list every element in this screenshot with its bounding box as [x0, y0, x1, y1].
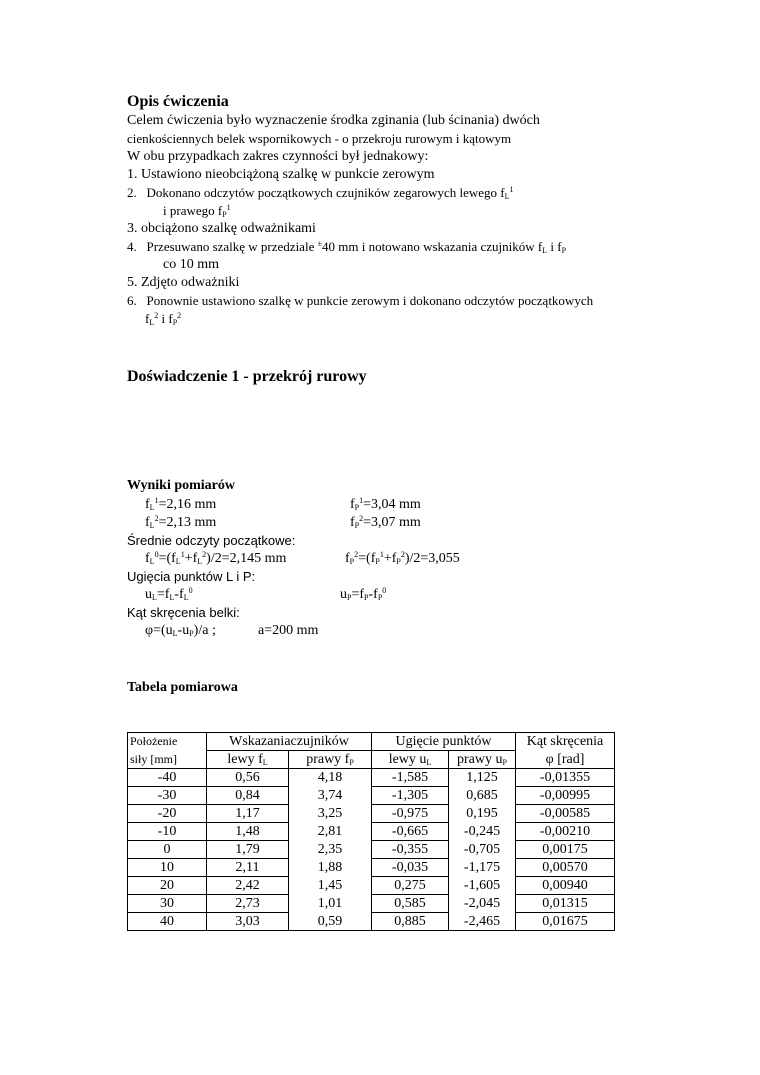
sup-2: 2	[359, 514, 364, 523]
sub-P: P	[364, 593, 369, 602]
fL1-number: =2,16 mm	[158, 497, 217, 512]
measurement-table	[127, 732, 615, 931]
sup-1: 1	[180, 550, 185, 559]
header-position-2: siły [mm]	[128, 751, 207, 769]
sub-L: L	[149, 557, 155, 566]
u-symbol: u	[182, 623, 190, 638]
cell-lewy-f: 1,48	[207, 823, 289, 841]
f-symbol: f	[145, 515, 150, 530]
sub-L: L	[197, 557, 203, 566]
cell-kat: -0,01355	[516, 769, 615, 787]
sup-2: 2	[202, 550, 207, 559]
f-symbol: f	[192, 551, 198, 566]
step-6-cont-text: i f	[158, 311, 173, 326]
table-row	[128, 913, 615, 931]
fP0-number: /2=3,055	[409, 551, 460, 566]
table-row	[128, 805, 615, 823]
step-2-cont-text: i prawego f	[163, 203, 223, 218]
sub-L: L	[504, 192, 510, 201]
header-lewy-u	[372, 751, 449, 769]
intro-line-1: Celem ćwiczenia było wyznaczenie środka zginania (lub ścinania) dwóch	[127, 113, 540, 128]
step-2-text: Dokonano odczytów początkowych czujników zegarowych lewego f	[146, 185, 505, 200]
sub-L: L	[426, 758, 432, 767]
plus-minus: ±	[317, 239, 322, 248]
f-symbol: f	[171, 551, 176, 566]
cell-position: -20	[128, 805, 207, 823]
fL0-formula: $f_L^0=(f_L^1+f_L^2)/2=2,145$ mm	[145, 550, 287, 566]
sub-P: P	[502, 758, 507, 767]
fL2-number: =2,13 mm	[158, 515, 217, 530]
cell-prawy-f: 1,88	[289, 859, 372, 877]
sup-1: 1	[359, 496, 364, 505]
section-title-exp1: Doświadczenie 1 - przekrój rurowy	[127, 368, 367, 385]
header-prawy-u	[449, 751, 516, 769]
f-symbol: f	[350, 497, 355, 512]
cell-kat: -0,00210	[516, 823, 615, 841]
table-row	[128, 859, 615, 877]
fP2-value	[350, 514, 421, 532]
cell-prawy-f: 1,45	[289, 877, 372, 895]
header-kat: Kąt skręcenia	[516, 733, 615, 751]
cell-lewy-u: -1,305	[372, 787, 449, 805]
section-title-tabela: Tabela pomiarowa	[127, 680, 238, 695]
cell-prawy-f: 2,81	[289, 823, 372, 841]
step-6-number: 6.	[127, 293, 137, 308]
step-4-text: Przesuwano szalkę w przedziale	[146, 239, 318, 254]
a-value: a=200 mm	[258, 623, 319, 638]
step-2	[127, 184, 514, 202]
sub-L: L	[172, 629, 178, 638]
fP1-value	[350, 496, 421, 514]
cell-prawy-u: 1,125	[449, 769, 516, 787]
cell-prawy-u: -0,705	[449, 841, 516, 859]
cell-position: 10	[128, 859, 207, 877]
sub-P: P	[396, 557, 401, 566]
sup-1: 1	[379, 550, 384, 559]
section-title-wyniki: Wyniki pomiarów	[127, 478, 235, 493]
header-lewy-f-text: lewy f	[227, 752, 263, 767]
cell-position: -40	[128, 769, 207, 787]
sub-L: L	[149, 521, 155, 530]
sup-0: 0	[382, 586, 387, 595]
step-4-cont: co 10 mm	[163, 257, 219, 272]
header-prawy-u-text: prawy u	[457, 752, 503, 767]
header-lewy-f	[207, 751, 289, 769]
step-2-number: 2.	[127, 185, 137, 200]
cell-lewy-u: -0,355	[372, 841, 449, 859]
cell-kat: -0,00995	[516, 787, 615, 805]
cell-lewy-u: -0,975	[372, 805, 449, 823]
fP0-formula: $f_P^2=(f_P^1+f_P^2)/2=3,055$	[345, 550, 460, 566]
step-2-cont	[163, 202, 231, 220]
f-symbol: f	[164, 587, 170, 602]
cell-kat: 0,01675	[516, 913, 615, 931]
cell-lewy-u: 0,885	[372, 913, 449, 931]
step-4	[127, 238, 566, 256]
cell-prawy-f: 4,18	[289, 769, 372, 787]
sub-P: P	[349, 557, 355, 566]
sub-L: L	[262, 758, 268, 767]
cell-prawy-f: 2,35	[289, 841, 372, 859]
cell-lewy-f: 2,42	[207, 877, 289, 895]
step-1: 1. Ustawiono nieobciążoną szalkę w punkcie zerowym	[127, 167, 435, 182]
cell-prawy-f: 3,74	[289, 787, 372, 805]
step-4-text-2: 40 mm i notowano wskazania czujników f	[321, 239, 543, 254]
step-6	[127, 292, 593, 310]
sub-P: P	[377, 593, 383, 602]
cell-kat: 0,01315	[516, 895, 615, 913]
sup-2: 2	[354, 550, 359, 559]
cell-kat: 0,00570	[516, 859, 615, 877]
f-symbol: f	[391, 551, 397, 566]
cell-prawy-u: 0,685	[449, 787, 516, 805]
intro-line-3: W obu przypadkach zakres czynności był jednakowy:	[127, 149, 429, 164]
cell-lewy-u: 0,275	[372, 877, 449, 895]
step-6-text: Ponownie ustawiono szalkę w punkcie zerowym i dokonano odczytów początkowych	[146, 293, 594, 308]
cell-position: 30	[128, 895, 207, 913]
phi-symbol: φ	[145, 623, 154, 638]
table-row	[128, 787, 615, 805]
cell-lewy-f: 1,17	[207, 805, 289, 823]
cell-position: 20	[128, 877, 207, 895]
cell-lewy-f: 2,11	[207, 859, 289, 877]
cell-prawy-f: 1,01	[289, 895, 372, 913]
step-4-text-3: i f	[547, 239, 562, 254]
phi-formula: $\varphi=(u_L-u_P)/a$ ;	[145, 623, 216, 638]
uL-formula: $u_L=f_L-f_L^0$	[145, 586, 193, 602]
step-5: 5. Zdjęto odważniki	[127, 275, 240, 290]
step-3: 3. obciążono szalkę odważnikami	[127, 221, 316, 236]
fP1-number: =3,04 mm	[363, 497, 421, 512]
table-row	[128, 841, 615, 859]
intro-line-2: cienkościennych belek wspornikowych - o przekroju rurowym i kątowym	[127, 131, 512, 146]
table-row	[128, 823, 615, 841]
sub-L: L	[149, 318, 155, 327]
cell-lewy-u: -0,035	[372, 859, 449, 877]
header-wskazania: Wskazaniaczujników	[207, 733, 372, 751]
sub-L: L	[152, 593, 157, 602]
f-symbol: f	[359, 587, 365, 602]
header-ugiecie: Ugięcie punktów	[372, 733, 516, 751]
header-prawy-f-text: prawy f	[306, 752, 350, 767]
cell-lewy-f: 3,03	[207, 913, 289, 931]
fL0-number: /2=2,145 mm	[210, 551, 287, 566]
u-symbol: u	[165, 623, 173, 638]
kat-label: Kąt skręcenia belki:	[127, 605, 240, 620]
table-row	[128, 877, 615, 895]
cell-lewy-f: 0,56	[207, 769, 289, 787]
cell-position: 40	[128, 913, 207, 931]
sub-P: P	[354, 503, 360, 512]
sub-P: P	[349, 758, 354, 767]
u-symbol: u	[145, 587, 152, 602]
cell-prawy-u: -1,605	[449, 877, 516, 895]
sub-P: P	[189, 629, 194, 638]
sub-P: P	[172, 318, 178, 327]
srednie-label: Średnie odczyty początkowe:	[127, 533, 296, 548]
sup-0: 0	[188, 586, 193, 595]
table-row	[128, 895, 615, 913]
fL1-value	[145, 496, 216, 514]
cell-position: 0	[128, 841, 207, 859]
sup-0: 0	[154, 550, 159, 559]
ugiecia-label: Ugięcia punktów L i P:	[127, 569, 256, 584]
header-prawy-f	[289, 751, 372, 769]
header-lewy-u-text: lewy u	[388, 752, 427, 767]
header-rad-text: [rad]	[557, 751, 585, 767]
cell-lewy-f: 1,79	[207, 841, 289, 859]
sup-2: 2	[154, 311, 159, 320]
f-symbol: f	[145, 497, 150, 512]
cell-lewy-f: 0,84	[207, 787, 289, 805]
cell-position: -30	[128, 787, 207, 805]
sub-L: L	[183, 593, 189, 602]
sub-P: P	[347, 593, 352, 602]
sup-2: 2	[400, 550, 405, 559]
sub-P: P	[222, 210, 227, 219]
phi-symbol: φ	[545, 751, 554, 767]
f-symbol: f	[345, 551, 350, 566]
cell-lewy-u: 0,585	[372, 895, 449, 913]
sub-L: L	[175, 557, 181, 566]
cell-kat: -0,00585	[516, 805, 615, 823]
sub-L: L	[149, 503, 155, 512]
sub-P: P	[354, 521, 360, 530]
cell-prawy-f: 0,59	[289, 913, 372, 931]
step-6-cont	[145, 310, 181, 328]
fP2-number: =3,07 mm	[363, 515, 421, 530]
step-4-number: 4.	[127, 239, 137, 254]
f-symbol: f	[179, 587, 184, 602]
sup-2: 2	[177, 311, 182, 320]
f-symbol: f	[370, 551, 376, 566]
sup-1: 1	[154, 496, 159, 505]
cell-kat: 0,00940	[516, 877, 615, 895]
f-symbol: f	[373, 587, 378, 602]
cell-lewy-u: -0,665	[372, 823, 449, 841]
cell-prawy-u: -2,045	[449, 895, 516, 913]
sub-L: L	[542, 246, 548, 255]
f-symbol: f	[145, 311, 150, 326]
f-symbol: f	[145, 551, 150, 566]
header-phi-rad	[516, 751, 615, 769]
u-symbol: u	[340, 587, 347, 602]
uP-formula: $u_P=f_P-f_P^0$	[340, 586, 387, 602]
table-row	[128, 769, 615, 787]
phi-formula-end: )/a ;	[193, 623, 216, 638]
cell-lewy-f: 2,73	[207, 895, 289, 913]
cell-prawy-f: 3,25	[289, 805, 372, 823]
sub-P: P	[375, 557, 380, 566]
section-title-opis: Opis ćwiczenia	[127, 93, 229, 110]
cell-prawy-u: -1,175	[449, 859, 516, 877]
cell-prawy-u: -0,245	[449, 823, 516, 841]
fL2-value	[145, 514, 216, 532]
sub-P: P	[561, 246, 567, 255]
cell-position: -10	[128, 823, 207, 841]
sub-L: L	[169, 593, 175, 602]
header-position-1: Położenie	[128, 733, 207, 751]
cell-prawy-u: 0,195	[449, 805, 516, 823]
cell-lewy-u: -1,585	[372, 769, 449, 787]
f-symbol: f	[350, 515, 355, 530]
sup-1: 1	[226, 203, 231, 212]
sup-2: 2	[154, 514, 159, 523]
sup-1: 1	[509, 185, 514, 194]
cell-kat: 0,00175	[516, 841, 615, 859]
cell-prawy-u: -2,465	[449, 913, 516, 931]
